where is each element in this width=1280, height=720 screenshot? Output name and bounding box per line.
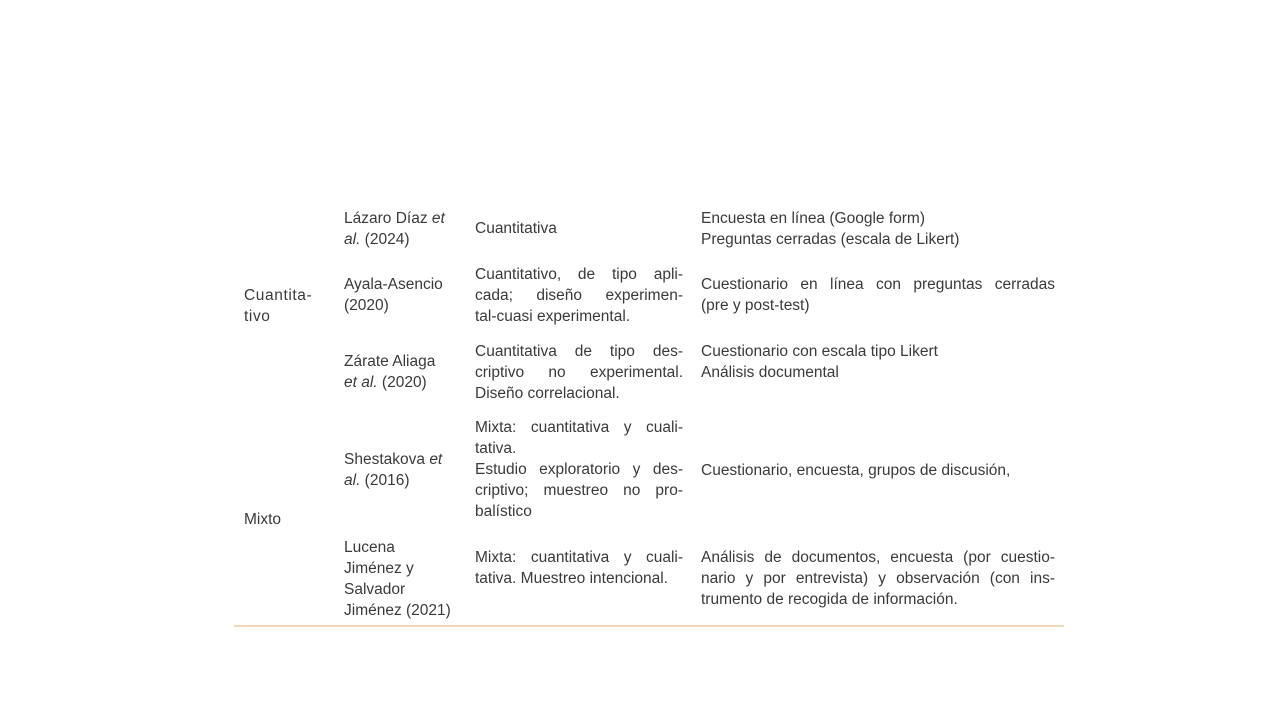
type-cell: [475, 264, 683, 327]
group-label-line: Cuantita-: [244, 287, 313, 304]
author-cell: [344, 537, 469, 621]
type-line: Diseño correlacional.: [475, 385, 620, 402]
author-line: Jiménez (2021): [344, 602, 451, 619]
instruments-cell: [701, 547, 1055, 610]
author-cell: [344, 351, 464, 393]
type-line: Cuantitativa de tipo des-: [475, 343, 683, 360]
instruments-line: Cuestionario en línea con preguntas cerradas: [701, 276, 1055, 293]
type-cell: [475, 547, 683, 589]
type-line: tativa. Muestreo intencional.: [475, 570, 668, 587]
author-cell: [344, 208, 464, 250]
instruments-line: Análisis de documentos, encuesta (por cuestio-: [701, 549, 1055, 566]
instruments-cell: [701, 460, 1061, 481]
author-cell: [344, 449, 464, 491]
author-line: Salvador: [344, 581, 406, 598]
author-line: Shestakova et: [344, 451, 443, 468]
group-label-cuantitativo: [244, 285, 334, 327]
instruments-line: Preguntas cerradas (escala de Likert): [701, 231, 960, 248]
group-label-mixto: [244, 509, 334, 530]
author-line: al. (2016): [344, 472, 410, 489]
type-cell: [475, 218, 685, 239]
author-line: Ayala-Asencio: [344, 276, 443, 293]
author-line: (2020): [344, 297, 389, 314]
group-label-line: Mixto: [244, 511, 282, 528]
type-cell: [475, 341, 683, 404]
instruments-line: Encuesta en línea (Google form): [701, 210, 926, 227]
author-line: Lázaro Díaz et: [344, 210, 445, 227]
type-line: Cuantitativo, de tipo apli-: [475, 266, 683, 283]
type-line: Mixta: cuantitativa y cuali-: [475, 419, 683, 436]
type-line: balístico: [475, 503, 532, 520]
author-line: Lucena: [344, 539, 395, 556]
group-label-line: tivo: [244, 308, 271, 325]
type-line: cada; diseño experimen-: [475, 287, 683, 304]
type-line: Mixta: cuantitativa y cuali-: [475, 549, 683, 566]
instruments-cell: [701, 341, 1061, 383]
author-line: et al. (2020): [344, 374, 427, 391]
instruments-line: Cuestionario con escala tipo Likert: [701, 343, 938, 360]
type-line: criptivo; muestreo no pro-: [475, 482, 683, 499]
author-line: Zárate Aliaga: [344, 353, 436, 370]
type-cell: [475, 417, 683, 522]
type-line: Estudio exploratorio y des-: [475, 461, 683, 478]
instruments-line: trumento de recogida de información.: [701, 591, 958, 608]
instruments-line: (pre y post-test): [701, 297, 810, 314]
instruments-line: Análisis documental: [701, 364, 839, 381]
author-line: Jiménez y: [344, 560, 414, 577]
type-line: Cuantitativa: [475, 220, 557, 237]
author-line: al. (2024): [344, 231, 410, 248]
type-line: tal-cuasi experimental.: [475, 308, 631, 325]
instruments-cell: [701, 208, 1061, 250]
type-line: criptivo no experimental.: [475, 364, 683, 381]
table-bottom-rule: [234, 625, 1064, 627]
instruments-line: Cuestionario, encuesta, grupos de discusión,: [701, 462, 1011, 479]
author-cell: [344, 274, 464, 316]
instruments-line: nario y por entrevista) y observación (con ins-: [701, 570, 1055, 587]
type-line: tativa.: [475, 440, 517, 457]
instruments-cell: [701, 274, 1055, 316]
